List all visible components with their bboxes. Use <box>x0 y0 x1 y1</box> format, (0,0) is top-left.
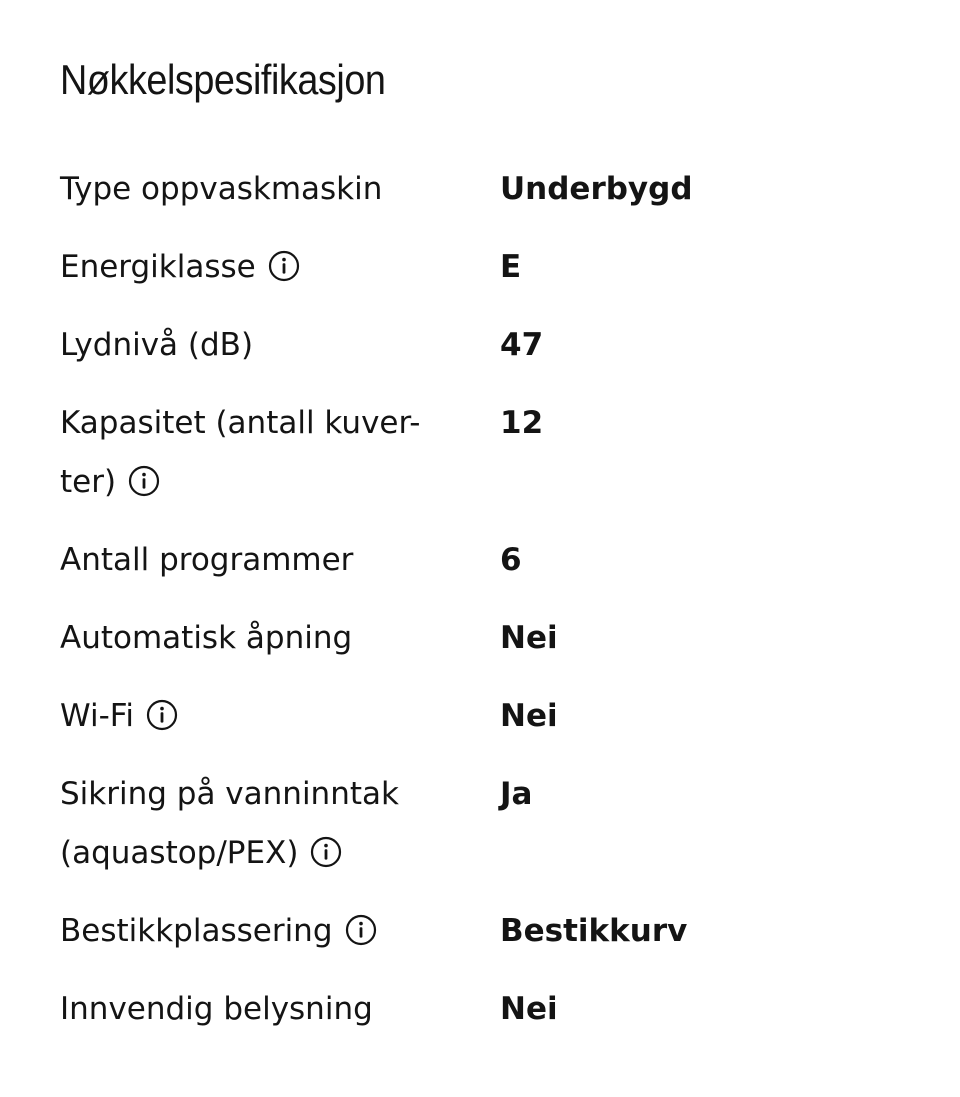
spec-row-capacity <box>60 394 920 531</box>
spec-list <box>60 160 920 1058</box>
spec-label-text: Automatisk åpning <box>60 620 353 656</box>
spec-value: E <box>500 249 522 285</box>
spec-label <box>60 980 500 1039</box>
spec-label-text: Energiklasse <box>60 249 256 285</box>
spec-label <box>60 531 500 590</box>
spec-value: Ja <box>500 776 533 812</box>
spec-value: Bestikkurv <box>500 913 688 949</box>
spec-label <box>60 765 500 883</box>
spec-label <box>60 316 500 375</box>
spec-value: Nei <box>500 698 558 734</box>
spec-value: Nei <box>500 620 558 656</box>
spec-label <box>60 160 500 219</box>
spec-value: Nei <box>500 991 558 1027</box>
spec-label <box>60 687 500 746</box>
spec-row-cutlery <box>60 902 920 980</box>
spec-value: 12 <box>500 405 544 441</box>
spec-label-text: Sikring på vanninntak <box>60 776 399 812</box>
section-title: Nøkkelspesifikasjon <box>60 56 386 103</box>
spec-label-text: Kapasitet (antall kuver- <box>60 405 421 441</box>
info-circle-icon[interactable] <box>268 250 300 282</box>
spec-row-auto-open <box>60 609 920 687</box>
spec-label <box>60 238 500 297</box>
spec-label <box>60 902 500 961</box>
spec-value: 47 <box>500 327 544 363</box>
spec-row-energy-class <box>60 238 920 316</box>
info-circle-icon[interactable] <box>146 699 178 731</box>
spec-row-noise-level <box>60 316 920 394</box>
spec-row-programs <box>60 531 920 609</box>
info-circle-icon[interactable] <box>128 465 160 497</box>
spec-value: 6 <box>500 542 522 578</box>
spec-row-dishwasher-type <box>60 160 920 238</box>
spec-label-text: Bestikkplassering <box>60 913 333 949</box>
spec-label-text: ter) <box>60 464 117 500</box>
info-circle-icon[interactable] <box>345 914 377 946</box>
spec-label-text: Antall programmer <box>60 542 354 578</box>
spec-label-text: (aquastop/PEX) <box>60 835 299 871</box>
spec-label <box>60 394 500 512</box>
spec-row-wifi <box>60 687 920 765</box>
spec-value: Underbygd <box>500 171 693 207</box>
spec-label-text: Lydnivå (dB) <box>60 327 254 363</box>
spec-row-water-protection <box>60 765 920 902</box>
spec-row-interior-light <box>60 980 920 1058</box>
info-circle-icon[interactable] <box>310 836 342 868</box>
spec-label-text: Type oppvaskmaskin <box>60 171 383 207</box>
spec-label-text: Innvendig belysning <box>60 991 373 1027</box>
spec-label-text: Wi-Fi <box>60 698 134 734</box>
spec-label <box>60 609 500 668</box>
